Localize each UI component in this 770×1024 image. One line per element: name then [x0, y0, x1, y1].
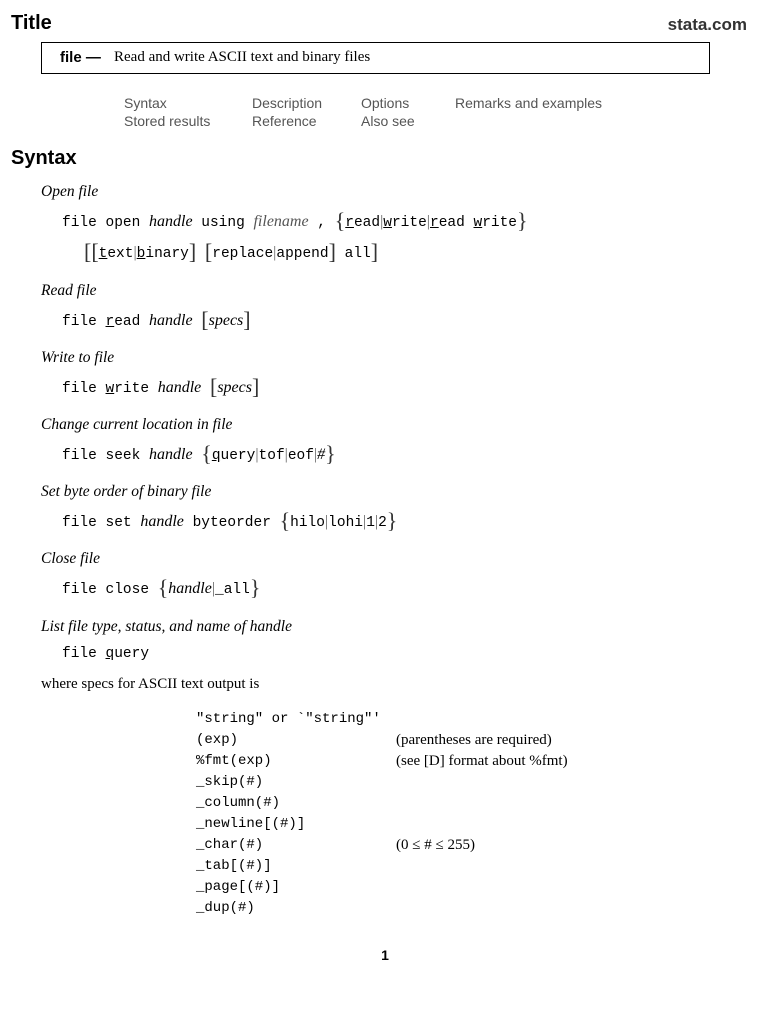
write-file-heading: Write to file: [41, 349, 115, 366]
spec-item: _newline[(#)]: [196, 816, 306, 832]
read-file-heading: Read file: [41, 282, 97, 299]
page-title: Title: [11, 12, 52, 34]
nav-also-see[interactable]: Also see: [361, 113, 415, 129]
close-heading: Close file: [41, 550, 100, 567]
nav-reference[interactable]: Reference: [252, 113, 317, 129]
title-description: Read and write ASCII text and binary files: [114, 49, 371, 65]
site-link[interactable]: stata.com: [667, 15, 747, 34]
spec-item: (exp): [196, 732, 239, 748]
spec-item: %fmt(exp): [196, 753, 272, 769]
open-syntax-line2: [[text|binary] [replace|append] all]: [84, 239, 379, 264]
set-heading: Set byte order of binary file: [41, 483, 212, 500]
open-syntax-line1: file open handle using filename , {read|write|read write}: [62, 208, 528, 233]
page-number: 1: [381, 947, 389, 963]
spec-item: _page[(#)]: [196, 879, 281, 895]
nav-stored-results[interactable]: Stored results: [124, 113, 211, 129]
nav-description[interactable]: Description: [252, 95, 323, 111]
spec-item: "string" or `"string"': [196, 711, 381, 727]
spec-note: (0 ≤ # ≤ 255): [396, 837, 475, 853]
seek-syntax: file seek handle {query|tof|eof|#}: [62, 441, 336, 466]
query-heading: List file type, status, and name of handle: [41, 618, 292, 635]
nav-syntax[interactable]: Syntax: [124, 95, 167, 111]
title-command: file —: [60, 49, 101, 66]
spec-item: _tab[(#)]: [196, 858, 272, 874]
spec-note: (see [D] format about %fmt): [396, 753, 568, 769]
spec-item: _dup(#): [196, 900, 255, 916]
nav-options[interactable]: Options: [361, 95, 410, 111]
nav-remarks[interactable]: Remarks and examples: [455, 95, 603, 111]
title-box: [41, 42, 710, 74]
spec-item: _column(#): [196, 795, 281, 811]
spec-note: (parentheses are required): [396, 732, 552, 748]
open-file-heading: Open file: [41, 183, 99, 200]
syntax-heading: Syntax: [11, 147, 77, 169]
close-syntax: file close {handle|_all}: [62, 575, 261, 600]
write-syntax: file write handle [specs]: [62, 374, 260, 399]
query-syntax: file query: [62, 646, 150, 662]
set-syntax: file set handle byteorder {hilo|lohi|1|2}: [62, 508, 398, 533]
seek-heading: Change current location in file: [41, 416, 233, 433]
where-specs-text: where specs for ASCII text output is: [41, 676, 260, 692]
spec-item: _skip(#): [196, 774, 264, 790]
spec-item: _char(#): [196, 837, 264, 853]
read-syntax: file read handle [specs]: [62, 307, 251, 332]
